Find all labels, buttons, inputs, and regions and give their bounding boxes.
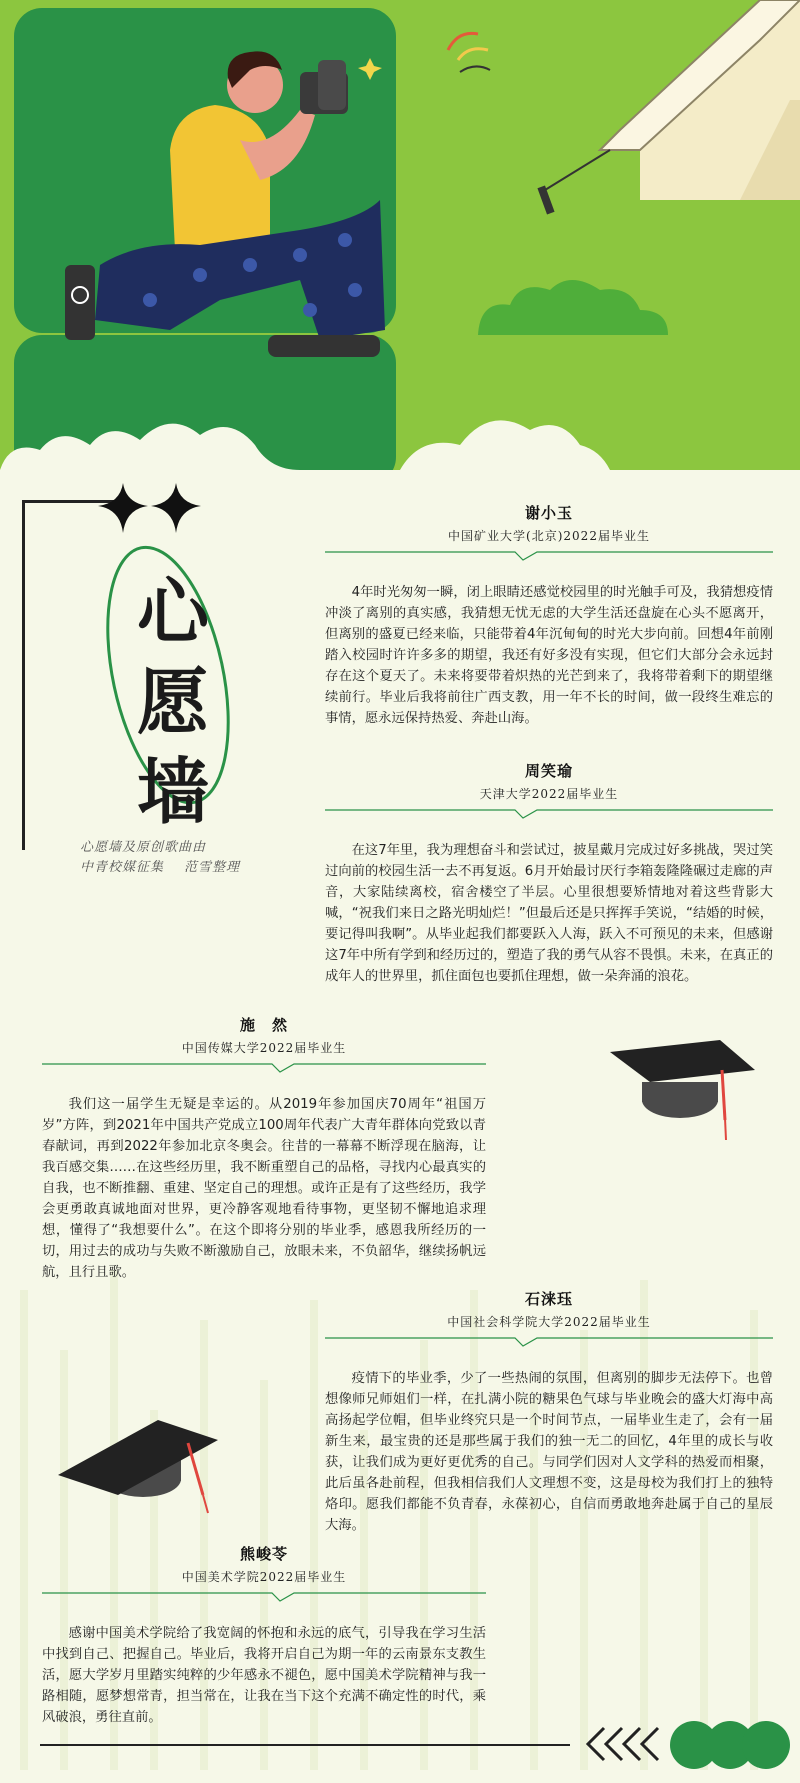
entry-divider: [325, 1332, 773, 1348]
entry-name: 谢小玉: [524, 504, 573, 522]
chevrons-left-icon: [580, 1722, 670, 1766]
entry-card: [325, 502, 773, 729]
title-frame-vertical: [22, 500, 25, 850]
credit-line-1: 心愿墙及原创歌曲由: [80, 840, 207, 855]
entry-school: 中国社会科学院大学2022届毕业生: [447, 1315, 651, 1329]
title-char-2: 愿: [136, 659, 209, 744]
entry-body: 我们这一届学生无疑是幸运的。从2019年参加国庆70周年“祖国万岁”方阵，到2021年中国共产党成立100周年代表广大青年群体向党致以青春献词，再到2022年参加北京冬奥会。往昔的一幕幕不断浮现在脑海，让我百感交集……在这些经历里，我不断重塑自己的品格，寻找内心最真实的自我，也不断推翻、重建、坚定自己的理想。或许正是有了这些经历，我学会更勇敢真诚地面对世界，更冷静客观地看待事物，更坚韧不懈地追求理想，懂得了“我想要什么”。在这个即将分别的毕业季，感恩我所经历的一切，用过去的成功与失败不断激励自己，放眼未来，不负韶华，继续扬帆远航，且行且歌。: [42, 1097, 486, 1280]
credit-editor: 范雪整理: [184, 860, 241, 875]
graduation-cap-icon: [58, 1415, 228, 1525]
entry-card: [42, 1014, 486, 1283]
entry-card: [42, 1543, 486, 1728]
entry-divider: [42, 1058, 486, 1074]
entry-body: 疫情下的毕业季，少了一些热闹的氛围，但离别的脚步无法停下。也曾想像师兄师姐们一样，在扎满小院的糖果色气球与毕业晚会的盛大灯海中高高扬起学位帽，但毕业终究只是一个时间节点，一届毕业生走了，会有一届新生来，最宝贵的还是那些属于我们的独一无二的回忆，4年里的成长与收获，让我们成为更好更优秀的自己。与同学们因对人文学科的热爱而相聚，此后虽各赴前程，但我相信我们人文理想不变，这是母校为我们打上的独特烙印。愿我们都能不负青春，永葆初心，自信而勇敢地奔赴属于自己的星辰大海。: [325, 1371, 773, 1533]
entry-name: 石涞珏: [524, 1290, 573, 1308]
entry-name: 周笑瑜: [524, 762, 573, 780]
title-char-1: 心: [136, 569, 209, 654]
star-icon: [358, 58, 382, 80]
sparkle-stars-icon: [98, 478, 208, 538]
entry-school: 中国矿业大学(北京)2022届毕业生: [448, 529, 650, 543]
footer-rule: [40, 1744, 570, 1746]
entry-card: [325, 760, 773, 987]
credit-line-2: [80, 856, 240, 875]
tent-icon: [537, 0, 800, 215]
entry-body: 4年时光匆匆一瞬，闭上眼睛还感觉校园里的时光触手可及，我猜想疫情冲淡了离别的真实感，我猜想无忧无虑的大学生活还盘旋在心头不愿离开，但离别的盛夏已经来临，只能带着4年沉甸甸的时光大步向前。回想4年前刚踏入校园时许许多多的期望，我还有好多没有实现，但它们大部分会永远封存在这个夏天了。未来将要带着炽热的光芒到来了，我将带着剩下的期望继续前行。毕业后我将前往广西支教，用一年不长的时间，做一段终生难忘的事情，愿永远保持热爱、奔赴山海。: [325, 585, 773, 726]
entry-school: 中国美术学院2022届毕业生: [181, 1570, 347, 1584]
green-dots-decoration: [668, 1720, 792, 1770]
bush-icon: [478, 280, 668, 335]
entry-card: [325, 1288, 773, 1536]
entry-school: 天津大学2022届毕业生: [479, 787, 619, 801]
entry-divider: [42, 1587, 486, 1603]
title-char-3: 墙: [136, 749, 209, 834]
entry-name: 施 然: [239, 1016, 288, 1034]
sparkle-icon: [448, 33, 478, 50]
photographer-figure: [65, 51, 385, 357]
hero-illustration: [0, 0, 800, 480]
entry-body: 在这7年里，我为理想奋斗和尝试过，披星戴月完成过好多挑战，哭过笑过向前的校园生活一去不再复返。6月开始最讨厌行李箱轰隆隆碾过走廊的声音，大家陆续离校，宿舍楼空了半层。心里很想要矫情地对着这些背影大喊，“祝我们来日之路光明灿烂！”但最后还是只挥挥手笑说，“结婚的时候，要记得叫我啊”。从毕业起我们都要跃入人海，跃入不可预见的未来，但感谢这7年中所有学到和经历过的，塑造了我的勇气从容不畏惧。未来，在真正的成年人的世界里，抓住面包也要抓住理想，做一朵奔涌的浪花。: [325, 843, 773, 984]
entry-school: 中国传媒大学2022届毕业生: [181, 1041, 347, 1055]
credit-source: 中青校媒征集: [80, 860, 165, 875]
entry-divider: [325, 804, 773, 820]
cloud-border: [0, 400, 800, 490]
entry-body: 感谢中国美术学院给了我宽阔的怀抱和永远的底气，引导我在学习生活中找到自己、把握自己。毕业后，我将开启自己为期一年的云南景东支教生活，愿大学岁月里踏实纯粹的少年感永不褪色，愿中国美术学院精神与我一路相随，愿梦想常青，担当常在，让我在当下这个充满不确定性的时代，乘风破浪，勇往直前。: [42, 1626, 486, 1725]
graduation-cap-icon: [600, 1040, 760, 1150]
entry-name: 熊峻苓: [239, 1545, 288, 1563]
entry-divider: [325, 546, 773, 562]
